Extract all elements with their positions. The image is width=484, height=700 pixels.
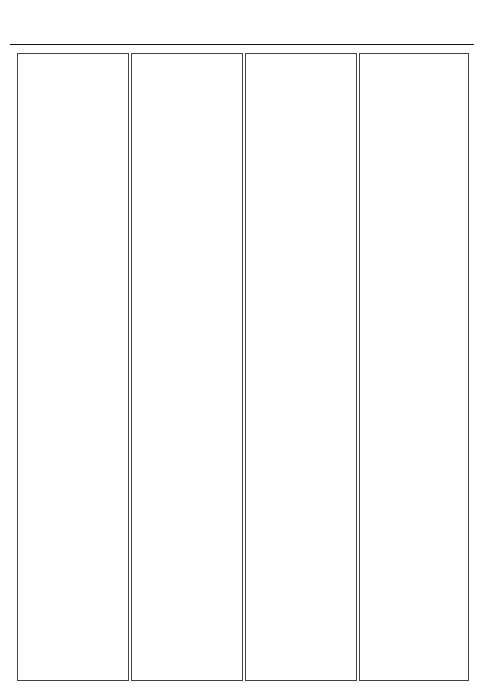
disclosure-table-column-4 [359, 53, 469, 681]
disclosure-table-column-1 [17, 53, 129, 681]
masthead [10, 14, 474, 44]
disclosure-table-column-3 [245, 53, 357, 681]
header-rule [10, 44, 474, 45]
disclosure-table-column-2 [131, 53, 243, 681]
